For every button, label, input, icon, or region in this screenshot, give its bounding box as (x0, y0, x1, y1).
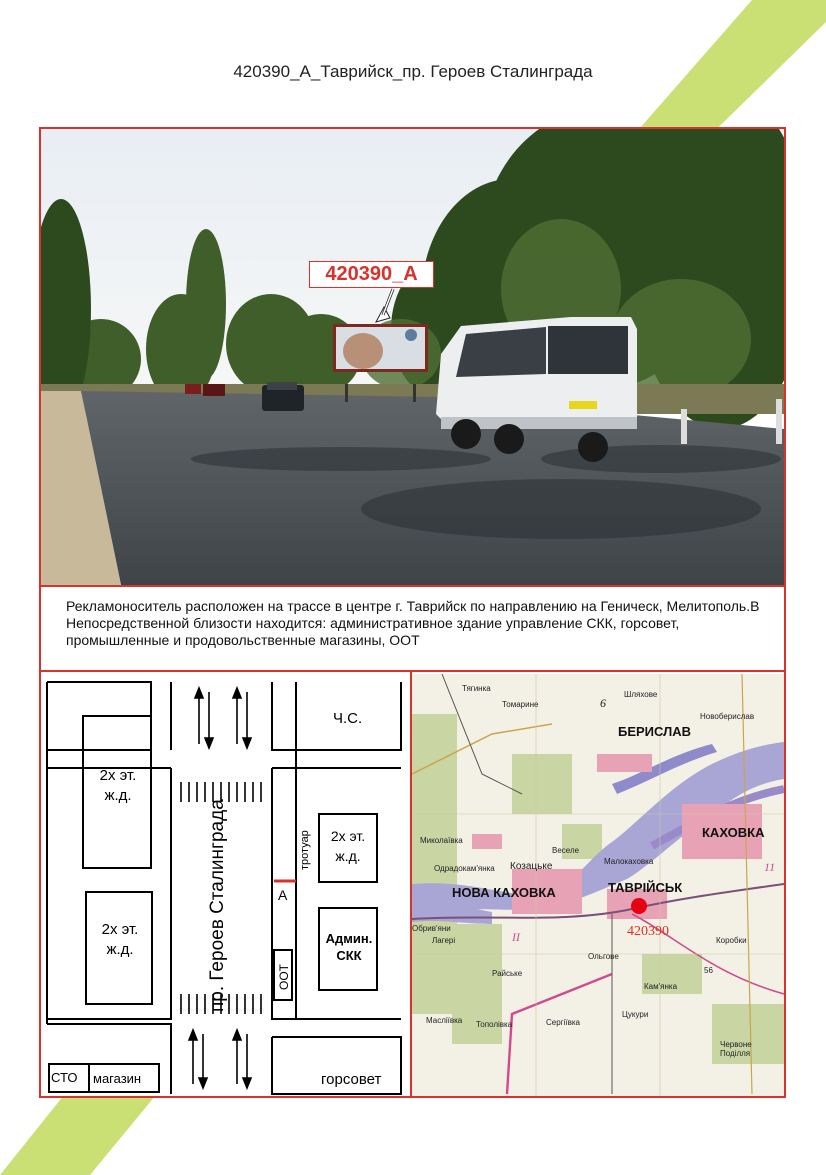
house-bottom-label: 2х эт. ж.д. (101, 921, 139, 958)
bus-stop-label: ООТ (277, 964, 291, 990)
map-village: Новоберислав (700, 712, 755, 721)
location-map (412, 674, 784, 1096)
sto-label: СТО (51, 1070, 78, 1085)
map-village: Коробки (716, 936, 747, 945)
location-photo (41, 129, 784, 585)
divider-description (39, 670, 786, 672)
map-village: Малокаховка (604, 857, 654, 866)
map-village: Тягинка (462, 684, 491, 693)
page-title: 420390_А_Таврийск_пр. Героев Сталинграда (233, 62, 593, 81)
map-village: Кам'янка (644, 982, 678, 991)
map-number: 56 (704, 966, 713, 975)
city-beryslav: БЕРИСЛАВ (618, 724, 691, 739)
map-village: Ольгове (588, 952, 619, 961)
house-right-label: 2х эт. ж.д. (330, 828, 366, 864)
map-code-label: 420390 (627, 924, 669, 939)
map-village: Масліївка (426, 1016, 463, 1025)
admin-building-label: Админ. СКК (325, 931, 373, 963)
map-village: Лагері (432, 936, 456, 945)
street-name: пр. Героев Сталинграда (207, 799, 228, 1012)
city-kakhovka: КАХОВКА (702, 825, 765, 840)
billboard-code-tag: 420390_А (309, 261, 434, 288)
map-village: Веселе (552, 846, 580, 855)
map-village: Миколаївка (420, 836, 463, 845)
map-village: Томарине (502, 700, 539, 709)
divider-photo (39, 585, 786, 587)
private-sector-label: Ч.С. (333, 710, 363, 727)
map-village: Цукури (622, 1010, 649, 1019)
map-number: II (512, 930, 520, 944)
map-village: Одрадокам'янка (434, 864, 495, 873)
map-village: Тополівка (476, 1020, 513, 1029)
city-tavriysk: ТАВРІЙСЬК (608, 880, 683, 895)
sidewalk-label: тротуар (299, 830, 311, 870)
map-village: Сергіївка (546, 1018, 580, 1027)
placement-marker: А (278, 887, 288, 903)
map-number: 6 (600, 696, 606, 710)
map-village: Обрив'яни (412, 924, 451, 933)
house-top-label: 2х эт. ж.д. (99, 767, 137, 804)
shop-label: магазин (93, 1071, 142, 1086)
city-nova-kakhovka: НОВА КАХОВКА (452, 885, 556, 900)
street-scheme (41, 674, 410, 1096)
location-description: Рекламоноситель расположен на трассе в центре г. Таврийск по направлению на Геническ, Мелитополь.В Непосредственной близости находится: административное здание управление СКК, горсовет, промышленные и продовольственные магазины, ООТ (66, 598, 760, 648)
map-number: 11 (764, 860, 776, 874)
council-label: горсовет (321, 1071, 382, 1088)
map-village: Червоне Поділля (720, 1040, 752, 1058)
map-village: Шляхове (624, 690, 658, 699)
map-village: Козацьке (510, 861, 553, 872)
map-village: Райське (492, 969, 523, 978)
